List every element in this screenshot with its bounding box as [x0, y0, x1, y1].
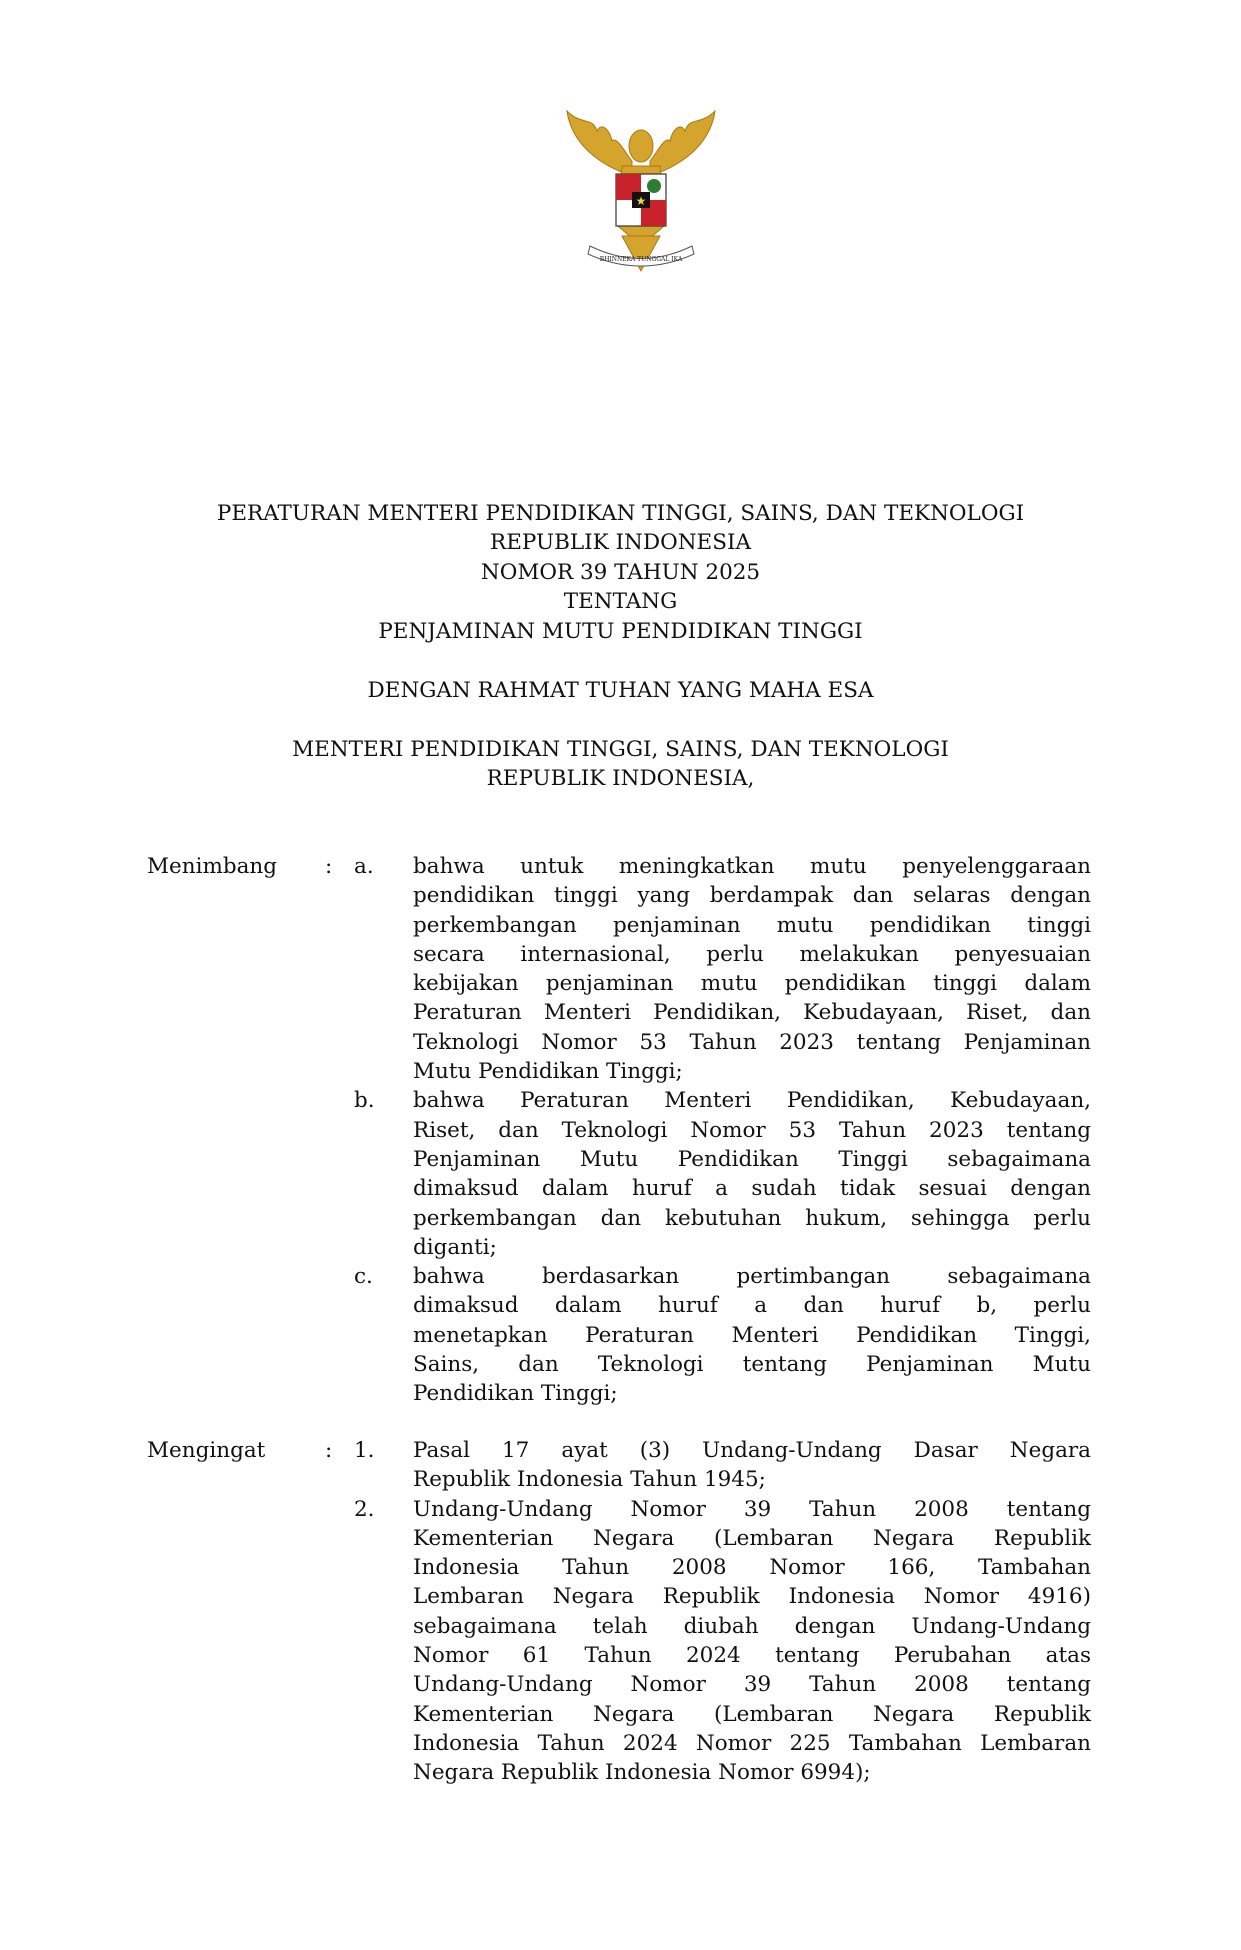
title-line: REPUBLIK INDONESIA: [490, 530, 751, 556]
title-line: TENTANG: [563, 589, 678, 615]
text-line: dimaksud dalam huruf a dan huruf b, perlu: [413, 1293, 1091, 1319]
mengingat-item: [147, 1436, 1091, 1495]
item-marker: 2.: [354, 1496, 375, 1522]
mengingat-item: [147, 1495, 1091, 1788]
item-marker: c.: [354, 1264, 373, 1290]
text-line: Penjaminan Mutu Pendidikan Tinggi sebagaimana: [413, 1146, 1091, 1172]
text-line: perkembangan penjaminan mutu pendidikan tinggi: [413, 912, 1091, 938]
text-line: perkembangan dan kebutuhan hukum, sehingga perlu: [413, 1205, 1091, 1231]
item-marker: a.: [354, 854, 374, 879]
text-line: dimaksud dalam huruf a sudah tidak sesuai dengan: [413, 1176, 1091, 1202]
text-line: Riset, dan Teknologi Nomor 53 Tahun 2023 tentang: [413, 1117, 1091, 1143]
text-line: Mutu Pendidikan Tinggi;: [413, 1059, 683, 1085]
text-line: Undang-Undang Nomor 39 Tahun 2008 tentang: [413, 1672, 1091, 1698]
svg-text:★: ★: [635, 194, 647, 208]
text-line: Indonesia Tahun 2008 Nomor 166, Tambahan: [413, 1555, 1091, 1581]
regulation-title: [0, 499, 1241, 646]
section-label: Mengingat: [147, 1438, 266, 1463]
invocation-text: DENGAN RAHMAT TUHAN YANG MAHA ESA: [367, 678, 874, 703]
text-line: Teknologi Nomor 53 Tahun 2023 tentang Penjaminan: [413, 1029, 1091, 1055]
text-line: Sains, dan Teknologi tentang Penjaminan Mutu: [413, 1352, 1091, 1378]
text-line: diganti;: [413, 1234, 497, 1260]
text-line: Pasal 17 ayat (3) Undang-Undang Dasar Negara: [413, 1438, 1091, 1463]
menimbang-section: [147, 852, 1091, 1409]
text-line: Republik Indonesia Tahun 1945;: [413, 1467, 766, 1493]
mengingat-section: [147, 1436, 1091, 1788]
colon: :: [325, 854, 333, 879]
text-line: Lembaran Negara Republik Indonesia Nomor 4916): [413, 1584, 1091, 1610]
text-line: pendidikan tinggi yang berdampak dan selaras dengan: [413, 883, 1091, 909]
title-line: PENJAMINAN MUTU PENDIDIKAN TINGGI: [378, 618, 863, 644]
item-marker: b.: [354, 1088, 375, 1114]
text-line: bahwa Peraturan Menteri Pendidikan, Kebudayaan,: [413, 1088, 1091, 1114]
issuer-line: MENTERI PENDIDIKAN TINGGI, SAINS, DAN TEKNOLOGI: [292, 737, 949, 762]
invocation: [0, 676, 1241, 705]
text-line: Nomor 61 Tahun 2024 tentang Perubahan atas: [413, 1643, 1091, 1669]
text-line: Indonesia Tahun 2024 Nomor 225 Tambahan Lembaran: [413, 1730, 1091, 1756]
section-label: Menimbang: [147, 854, 278, 879]
item-text: [413, 1436, 1091, 1495]
text-line: sebagaimana telah diubah dengan Undang-Undang: [413, 1613, 1091, 1639]
text-line: bahwa untuk meningkatkan mutu penyelenggaraan: [413, 854, 1091, 879]
text-line: secara internasional, perlu melakukan penyesuaian: [413, 941, 1091, 967]
colon: :: [325, 1438, 333, 1463]
issuer: [0, 735, 1241, 794]
issuer-line: REPUBLIK INDONESIA,: [486, 766, 755, 792]
title-line: NOMOR 39 TAHUN 2025: [480, 559, 761, 585]
text-line: kebijakan penjaminan mutu pendidikan tinggi dalam: [413, 971, 1091, 997]
emblem-motto: BHINNEKA TUNGGAL IKA: [599, 256, 683, 263]
text-line: Negara Republik Indonesia Nomor 6994);: [413, 1760, 871, 1786]
menimbang-item: [147, 1262, 1091, 1408]
text-line: Peraturan Menteri Pendidikan, Kebudayaan, Riset, dan: [413, 1000, 1091, 1026]
text-line: menetapkan Peraturan Menteri Pendidikan Tinggi,: [413, 1322, 1091, 1348]
text-line: bahwa berdasarkan pertimbangan sebagaimana: [413, 1264, 1091, 1290]
menimbang-item: [147, 1086, 1091, 1262]
garuda-pancasila-emblem: [562, 106, 720, 276]
item-text: [413, 1495, 1091, 1788]
item-text: [413, 1262, 1091, 1408]
text-line: Kementerian Negara (Lembaran Negara Republik: [413, 1525, 1091, 1551]
item-text: [413, 852, 1091, 1086]
item-text: [413, 1086, 1091, 1262]
item-marker: 1.: [354, 1438, 375, 1463]
title-line: PERATURAN MENTERI PENDIDIKAN TINGGI, SAINS, DAN TEKNOLOGI: [216, 501, 1025, 526]
text-line: Undang-Undang Nomor 39 Tahun 2008 tentang: [413, 1496, 1091, 1522]
text-line: Kementerian Negara (Lembaran Negara Republik: [413, 1701, 1091, 1727]
text-line: Pendidikan Tinggi;: [413, 1381, 618, 1407]
menimbang-item: [147, 852, 1091, 1086]
